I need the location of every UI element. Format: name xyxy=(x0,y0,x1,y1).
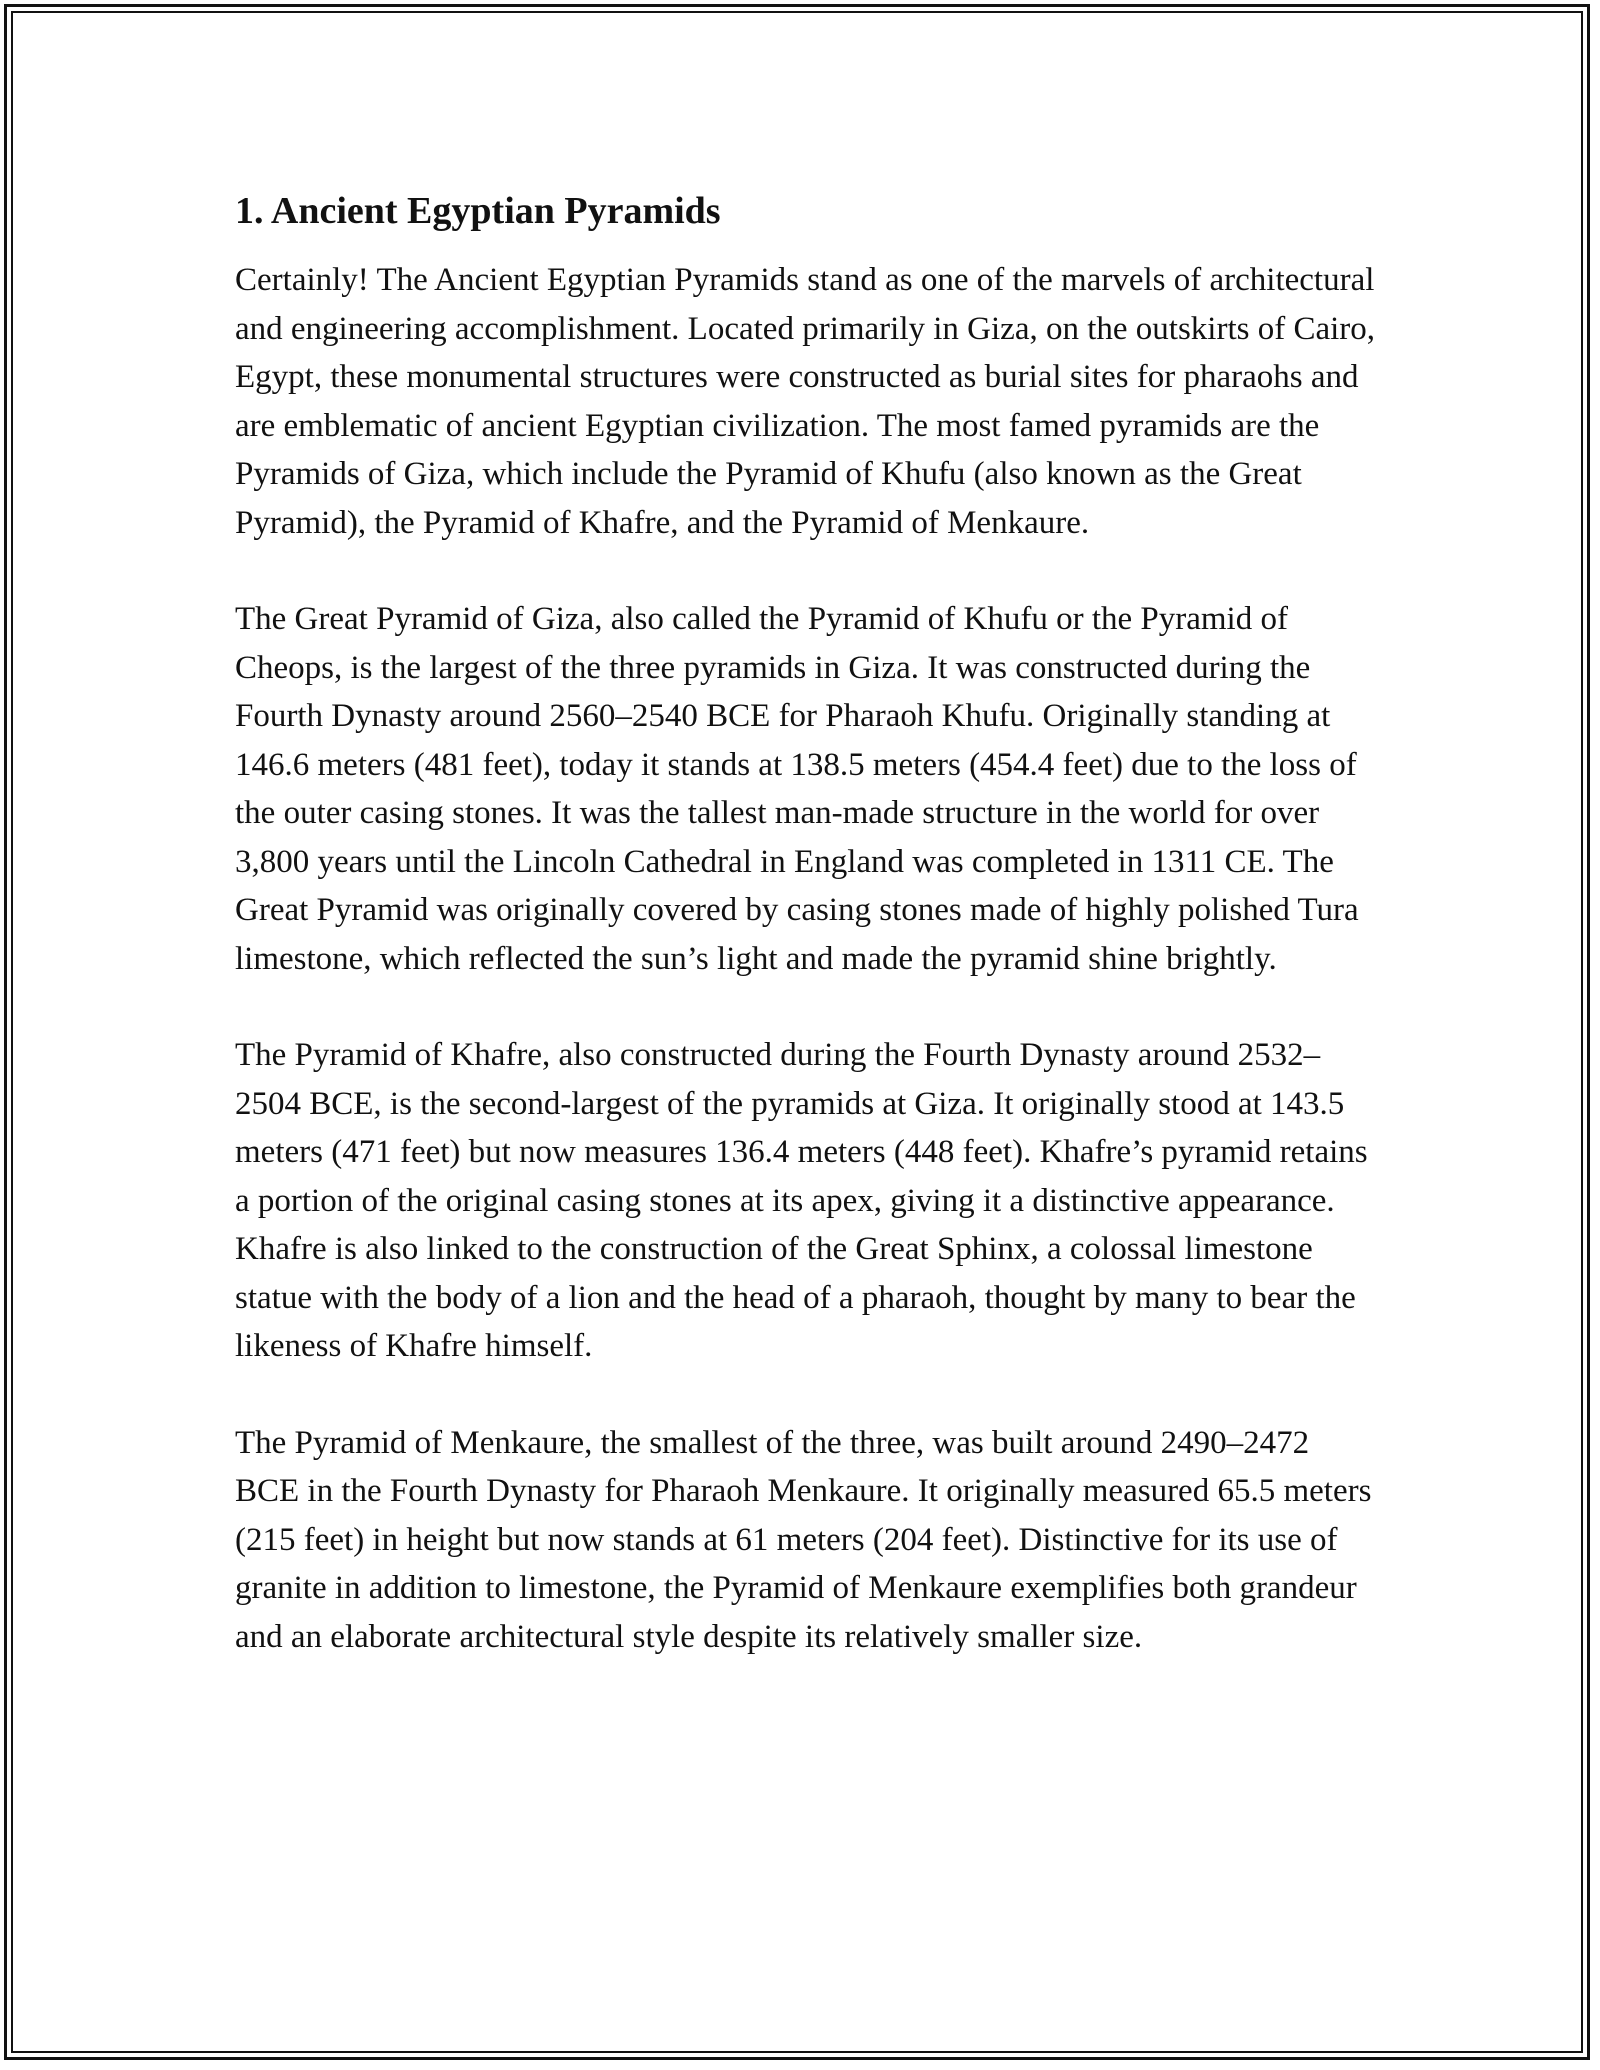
section-title: 1. Ancient Egyptian Pyramids xyxy=(235,190,721,232)
paragraph-intro: Certainly! The Ancient Egyptian Pyramids stand as one of the marvels of architectural and engineering accomplishment. Located primarily in Giza, on the outskirts of Cairo, Egypt, these monumental structures were constructed as burial sites for pharaohs and are emblematic of ancient Egyptian civilization. The most famed pyramids are the Pyramids of Giza, which include the Pyramid of Khufu (also known as the Great Pyramid), the Pyramid of Khafre, and the Pyramid of Menkaure. xyxy=(235,262,1376,541)
document-body xyxy=(235,186,1375,1709)
paragraph-menkaure: The Pyramid of Menkaure, the smallest of the three, was built around 2490–2472 BCE in the Fourth Dynasty for Pharaoh Menkaure. It originally measured 65.5 meters (215 feet) in height but now stands at 61 meters (204 feet). Distinctive for its use of granite in addition to limestone, the Pyramid of Menkaure exemplifies both grandeur and an elaborate architectural style despite its relatively smaller size. xyxy=(235,1424,1372,1655)
paragraph-khafre: The Pyramid of Khafre, also constructed during the Fourth Dynasty around 2532–2504 BCE, is the second-largest of the pyramids at Giza. It originally stood at 143.5 meters (471 feet) but now measures 136.4 meters (448 feet). Khafre’s pyramid retains a portion of the original casing stones at its apex, giving it a distinctive appearance. Khafre is also linked to the construction of the Great Sphinx, a colossal limestone statue with the body of a lion and the head of a pharaoh, thought by many to bear the likeness of Khafre himself. xyxy=(235,1037,1368,1364)
paragraph-great-pyramid: The Great Pyramid of Giza, also called the Pyramid of Khufu or the Pyramid of Cheops, is the largest of the three pyramids in Giza. It was constructed during the Fourth Dynasty around 2560–2540 BCE for Pharaoh Khufu. Originally standing at 146.6 meters (481 feet), today it stands at 138.5 meters (454.4 feet) due to the loss of the outer casing stones. It was the tallest man-made structure in the world for over 3,800 years until the Lincoln Cathedral in England was completed in 1311 CE. The Great Pyramid was originally covered by casing stones made of highly polished Tura limestone, which reflected the sun’s light and made the pyramid shine brightly. xyxy=(235,601,1359,977)
